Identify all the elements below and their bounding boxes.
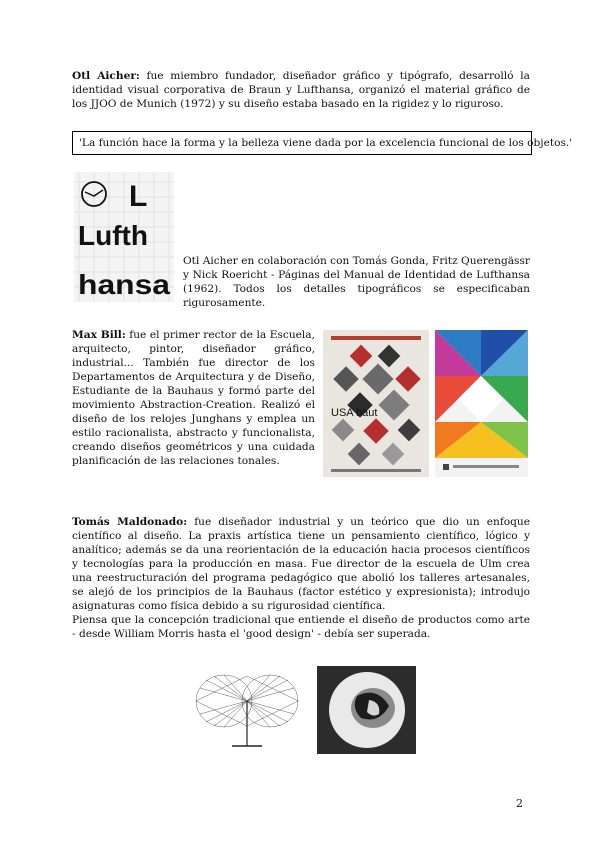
aicher-text: fue miembro fundador, diseñador gráfico y tipógrafo, desarrolló la identidad visual corporativa de Braun y Lufthansa, organizó el material gráfico de los JJOO de Munich (1972) y su diseño estaba basado en la rigidez y lo riguroso. [72, 70, 530, 110]
page-number: 2 [516, 797, 523, 810]
lufthansa-letter-l: L [129, 180, 148, 213]
bill-geometric-poster-image [435, 330, 528, 477]
lufthansa-caption: Otl Aicher en colaboración con Tomás Gonda, Fritz Querengässr y Nick Roericht - Páginas del Manual de Identidad de Lufthansa (1962). Todos los detalles tipográficos se especificaban rigurosamente. [183, 255, 530, 309]
bill-text: fue el primer rector de la Escuela, arquitecto, pintor, diseñador gráfico, industrial... También fue director de los Departamentos de Arquitectura y de Diseño, Estudiante de la Bauhaus y formó parte del movimiento Abstraction-Creation. Realizó el diseño de los relojes Junghans y emplea un estilo racionalista, abstracto y funcionalista, creando diseños geométricos y una cuidada planificación de las relaciones tonales. [72, 329, 315, 467]
maldonado-paragraph [72, 515, 530, 613]
maldonado-text: fue diseñador industrial y un teórico que dio un enfoque científico al diseño. La praxis artística tiene un pensamiento científico, lógico y analítico; además se da una reorientación de la educación hacia procesos científicos y tecnologías para la producción en masa. Fue director de la escuela de Ulm crea una reestructuración del programa pedagógico que abolió los talleres artesanales, se alejó de los principios de la Bauhaus (factor estético y expresionista); introdujo asignaturas como física debido a su rigurosidad científica. [72, 516, 530, 612]
aicher-paragraph [72, 69, 530, 111]
bill-name: Max Bill: [72, 329, 126, 341]
lufthansa-word-lufth: Lufth [78, 220, 148, 251]
lufthansa-grid-graphic [74, 172, 174, 302]
usa-baut-poster-image [323, 330, 429, 477]
lufthansa-manual-image [74, 172, 174, 302]
maldonado-name: Tomás Maldonado: [72, 516, 188, 528]
poster-usa-baut-title: USA baut [331, 407, 378, 419]
lufthansa-word-hansa: hansa [78, 269, 171, 300]
morris-paragraph: Piensa que la concepción tradicional que entiende el diseño de productos como arte - desde William Morris hasta el 'good design' - debía ser superada. [72, 614, 530, 640]
bill-paragraph [72, 328, 315, 468]
aicher-quote: 'La función hace la forma y la belleza viene dada por la excelencia funcional de los objetos.' [79, 137, 573, 149]
sphere-sculpture-image [317, 666, 416, 754]
aicher-name: Otl Aicher: [72, 70, 140, 82]
aicher-quote-box [72, 131, 573, 155]
wire-sculpture-image [184, 666, 310, 754]
